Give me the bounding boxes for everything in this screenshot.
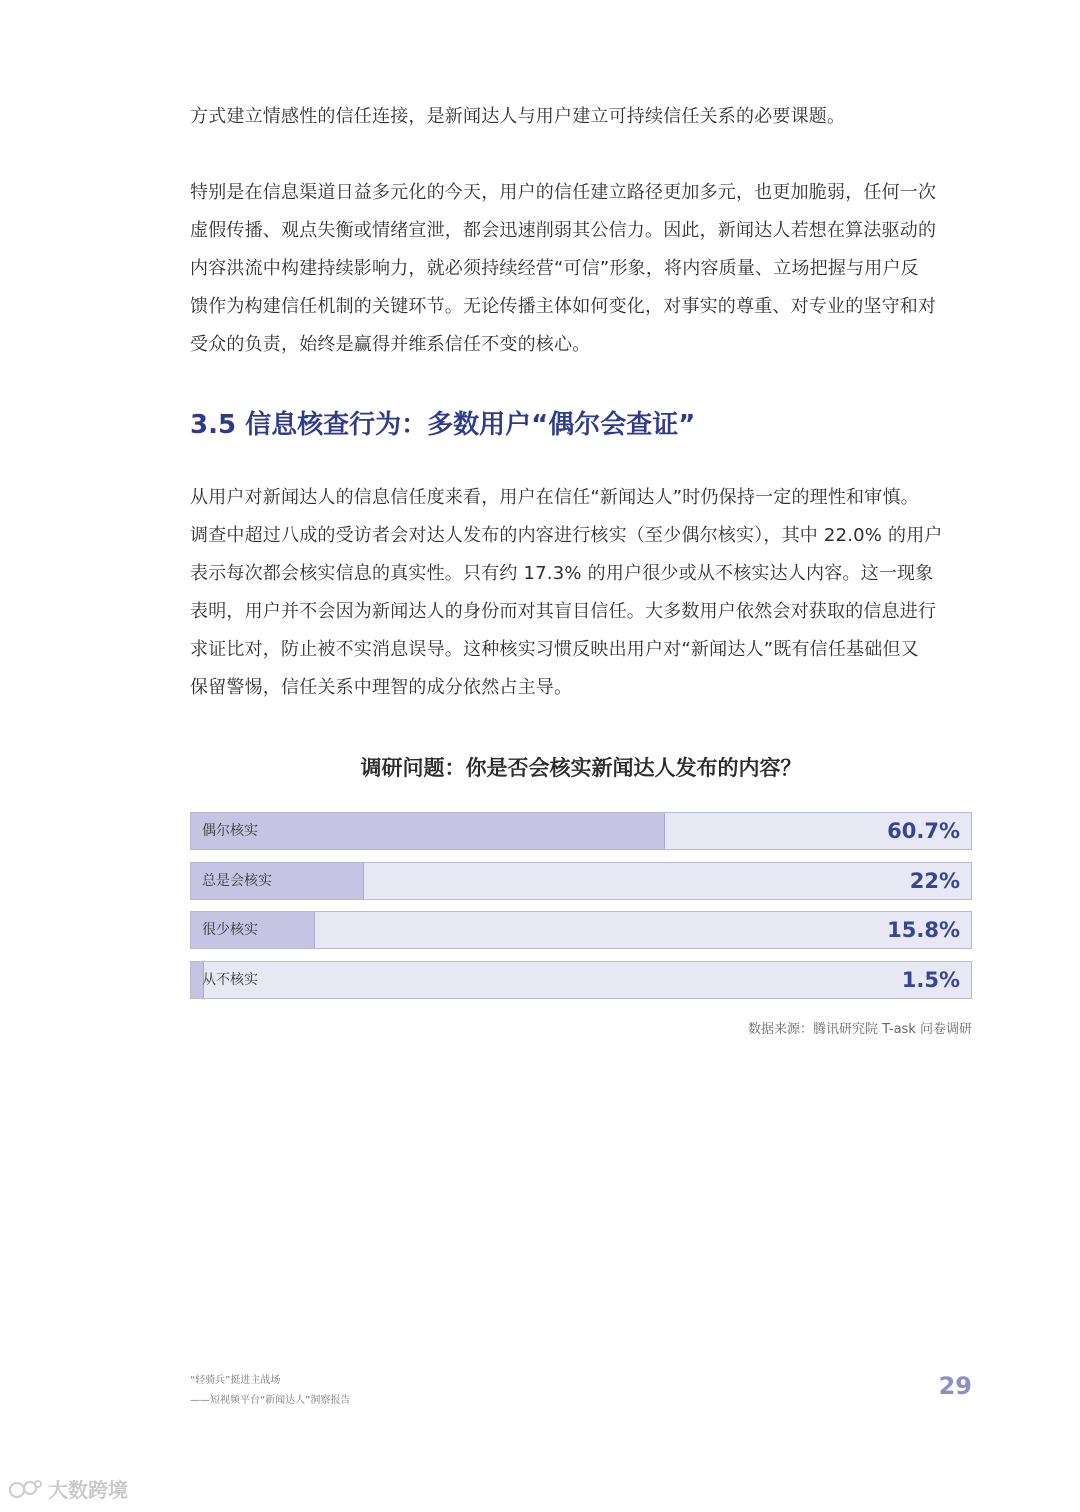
text-line: 受众的负责，始终是赢得并维系信任不变的核心。	[190, 334, 591, 355]
data-label: 15.8%	[887, 918, 960, 942]
text-line: 方式建立情感性的信任连接，是新闻达人与用户建立可持续信任关系的必要课题。	[190, 106, 846, 127]
intro-paragraph	[190, 98, 990, 136]
text-line: 调查中超过八成的受访者会对达人发布的内容进行核实（至少偶尔核实），其中 22.0% 的用户	[190, 525, 943, 546]
text-line: 求证比对，防止被不实消息误导。这种核实习惯反映出用户对“新闻达人”既有信任基础但又	[190, 639, 919, 660]
data-label: 22%	[909, 868, 960, 893]
bar-label: 从不核实	[202, 971, 258, 988]
data-label: 60.7%	[887, 819, 960, 843]
text-line: 特别是在信息渠道日益多元化的今天，用户的信任建立路径更加多元，也更加脆弱，任何一次	[190, 182, 937, 203]
bar-row	[190, 812, 972, 850]
bar-row	[190, 862, 972, 900]
bar-row	[190, 911, 972, 949]
data-source: 数据来源：腾讯研究院 T-ask 问卷调研	[748, 1022, 972, 1037]
chart-title: 调研问题：你是否会核实新闻达人发布的内容？	[360, 756, 802, 780]
bar-chart	[190, 812, 972, 1010]
watermark	[8, 1474, 128, 1503]
text-line: 从用户对新闻达人的信息信任度来看，用户在信任“新闻达人”时仍保持一定的理性和审慎。	[190, 487, 919, 508]
text-line: 表示每次都会核实信息的真实性。只有约 17.3% 的用户很少或从不核实达人内容。这一现象	[190, 563, 934, 584]
watermark-text: 大数跨境	[48, 1478, 128, 1502]
bar	[191, 813, 665, 849]
page-number: 29	[938, 1372, 972, 1400]
body-paragraph-1	[190, 174, 990, 364]
section-heading: 3.5 信息核查行为：多数用户“偶尔会查证”	[190, 410, 696, 440]
bar-label: 总是会核实	[202, 872, 272, 889]
data-label: 1.5%	[901, 967, 960, 992]
watermark-logo-icon	[8, 1478, 42, 1500]
text-line: 馈作为构建信任机制的关键环节。无论传播主体如何变化，对事实的尊重、对专业的坚守和对	[190, 296, 937, 317]
text-line: 虚假传播、观点失衡或情绪宣泄，都会迅速削弱其公信力。因此，新闻达人若想在算法驱动的	[190, 220, 937, 241]
text-line: 内容洪流中构建持续影响力，就必须持续经营“可信”形象，将内容质量、立场把握与用户反	[190, 258, 919, 279]
footer-title: “轻骑兵”挺进主战场	[190, 1375, 281, 1386]
footer-subtitle: ——短视频平台“新闻达人”洞察报告	[190, 1395, 351, 1406]
bar-label: 很少核实	[202, 922, 258, 938]
bar-row	[190, 961, 972, 999]
bar-label: 偶尔核实	[202, 823, 258, 839]
text-line: 保留警惕，信任关系中理智的成分依然占主导。	[190, 677, 573, 698]
body-paragraph-2	[190, 479, 990, 707]
text-line: 表明，用户并不会因为新闻达人的身份而对其盲目信任。大多数用户依然会对获取的信息进行	[190, 601, 937, 622]
